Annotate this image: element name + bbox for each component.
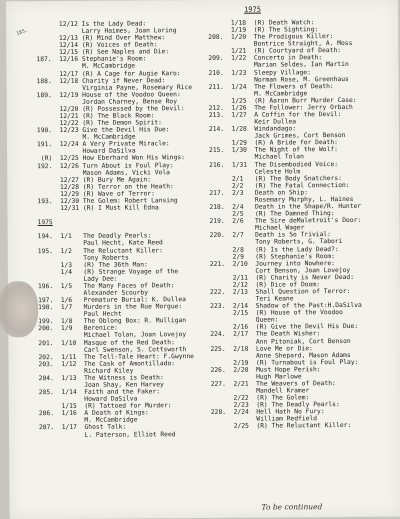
listing-line: 210. 1/23 Sleepy Village: xyxy=(208,68,311,77)
listing-line: 222. 2/13 Shall Question of Terror: xyxy=(210,287,351,296)
listing-line: 226. 2/20 Must Hope Perish: xyxy=(210,366,321,374)
listing-line: 219. 2/6 The Sire deMaletroit's Door: xyxy=(209,217,362,226)
listing-line: (R) 12/25 How Eberhard Won His Wings: xyxy=(37,154,185,163)
listing-line: 191. 12/24 A Very Private Miracle: xyxy=(36,140,170,149)
listing-line: William Redfield xyxy=(210,415,318,424)
listing-line: 2/12 (R) Dice of Doom: xyxy=(209,281,320,289)
listing-line: Alexander Scourby xyxy=(38,289,149,298)
listing-line: 12/28 (R) Terror on the Heath: xyxy=(37,182,174,191)
listing-line: 1/25 (R) Aaron Burr Murder Case: xyxy=(208,96,357,105)
typewritten-page xyxy=(6,0,400,519)
listing-line: 204. 1/13 The Witness is Death: xyxy=(38,374,164,383)
listing-line: Virginia Payne, Rosemary Rice xyxy=(36,83,193,92)
listing-line: 12/15 (R) See Naples and Die: xyxy=(36,48,170,57)
listing-line: 187. 12/16 Stephanie's Room: xyxy=(36,55,147,64)
thumb-shadow xyxy=(0,281,38,337)
listing-line: 199. 1/8 The Oblong Box: R. Mulligan xyxy=(38,317,187,326)
listing-line: 12/13 (R) Mind Over Matthew: xyxy=(36,34,166,43)
listing-line: L. Paterson, Elliot Reed xyxy=(39,430,176,439)
listing-line: Anne Shepard, Mason Adams xyxy=(210,351,351,360)
listing-line: Norman Rose, M. Greenhaus xyxy=(208,75,349,84)
listing-line: Rosemary Murphy, L. Haines xyxy=(209,195,354,204)
listing-line: M. McCambridge xyxy=(38,416,138,425)
listing-line: 198. 1/7 Murders in the Rue Morgue: xyxy=(38,303,183,312)
listing-line: 202. 1/11 The Tell-Tale Heart: F.Gwynne xyxy=(38,352,194,361)
listing-line: 2/9 (R) Stephanie's Room: xyxy=(209,252,335,261)
year-header: 1975 xyxy=(244,5,261,14)
listing-line: 196. 1/5 The Many Faces of Death: xyxy=(37,282,175,291)
listing-line: 2/23 (R) The Deadly Pearls: xyxy=(210,401,340,410)
listing-line: 193. 12/30 The Golem: Robert Lansing xyxy=(37,197,178,206)
listing-line: 197. 1/6 Premature Burial: K. Dullea xyxy=(38,296,186,305)
listing-line: Keir Dullea xyxy=(208,118,297,127)
listing-line: 214. 1/28 Windandago: xyxy=(208,125,297,134)
listing-line: Joan Shay, Ken Harvey xyxy=(38,381,164,390)
listing-line: 195. 1/2 The Reluctant Killer: xyxy=(37,246,163,255)
listing-line: 12/12 Is the Lady Dead: xyxy=(36,20,147,29)
listing-line: 1975 xyxy=(37,219,53,227)
listing-line: 203. 1/12 The Cask of Amontillado: xyxy=(38,359,176,368)
listing-line: 206. 1/16 A Death of Kings: xyxy=(38,409,149,418)
listing-line: M. McCambridge xyxy=(208,90,308,98)
listing-line: 1/15 (R) Tattoed for Murder: xyxy=(38,402,172,411)
listing-line: Howard DaSilva xyxy=(37,147,136,156)
listing-line: 221. 2/10 Journey into Nowhere: xyxy=(209,259,335,268)
listing-line: M. McCambridge xyxy=(36,133,136,142)
listing-line: 2/19 (R) Turnabout is Foul Play: xyxy=(210,358,359,367)
listing-line: 2/2 (R) The Fatal Connection: xyxy=(209,181,350,190)
listing-line: Tony Roberts, G. Tabori xyxy=(209,238,343,247)
listing-line: 1/21 (R) Courtyard of Death: xyxy=(208,47,342,56)
listing-line: Paul Hecht, Kate Reed xyxy=(37,239,163,248)
listing-line: 2/15 (R) House of the Voodoo xyxy=(210,309,343,318)
listing-line: 2/22 (R) The Golem: xyxy=(210,394,310,403)
listing-line: 200. 1/9 Berenice: xyxy=(38,324,118,333)
listing-line: 190. 12/23 Give the Devil His Due: xyxy=(36,126,170,135)
listing-line: 2/1 (R) The Body Snatchers: xyxy=(209,174,342,183)
listing-line: 12/27 (R) Bury Me Again: xyxy=(37,176,152,184)
left-column xyxy=(36,20,207,439)
listing-line: 227. 2/21 The Weavers of Death: xyxy=(210,380,336,388)
listing-line: 12/29 (R) Wave of Terror: xyxy=(37,190,155,199)
listing-line: 218. 2/4 Death in the Shape/R. Hunter xyxy=(209,202,362,211)
continued-note: To be continued xyxy=(261,502,323,512)
listing-line: 212. 1/26 The Follower: Jerry Orbach xyxy=(208,103,353,112)
listing-line: M. McCambridge xyxy=(36,62,136,71)
listing-line: 12/14 (R) Voices of Death: xyxy=(36,41,158,50)
listing-line: 192. 12/26 Turn About is Foul Play: xyxy=(37,161,174,170)
listing-line: Lady Dee: xyxy=(37,275,118,283)
listing-line: 2/25 (R) The Reluctant Killer: xyxy=(210,422,352,431)
listing-line: Teri Keane xyxy=(210,295,294,303)
listing-line: 2/16 (R) Give the Devil His Due: xyxy=(210,323,359,332)
listing-line: Michael Wager xyxy=(209,224,305,233)
listing-line: Carl Swenson, S. Cottsworth xyxy=(38,345,187,354)
listing-line: 225. 2/18 Love Me or Die: xyxy=(210,344,313,353)
listing-line: 216. 1/31 The Disembodied Voice: xyxy=(209,160,339,169)
listing-line: 1/4 (R) Strange Voyage of the xyxy=(37,267,179,276)
margin-note: 185. xyxy=(15,27,29,38)
listing-line: Marian Seldes, Ian Martin xyxy=(208,61,349,70)
listing-line: 217. 2/3 Death on Ship: xyxy=(209,189,308,197)
listing-line: 188. 12/18 Charity if Never Dead: xyxy=(36,76,166,85)
listing-line: 220. 2/7 Death is So Trivial: xyxy=(209,231,331,240)
listing-line: Larry Haimes, Joan Loring xyxy=(36,27,177,36)
listing-line: 215. 1/30 The Night of the Wolf: xyxy=(209,146,338,155)
listing-line: 2/5 (R) The Damned Thing: xyxy=(209,210,335,219)
listing-line: 208. 1/20 The Prodigous Killer: xyxy=(208,33,334,42)
listing-line: Michael Tolan xyxy=(209,153,304,162)
listing-line: 12/20 (R) Possessed by the Devil: xyxy=(36,105,185,114)
listing-line: 2/11 (R) Charity is Never Dead: xyxy=(209,273,355,282)
listing-line: 194. 1/1 The Deadly Pearls: xyxy=(37,232,152,241)
listing-line: 224. 2/17 The Death Wisher: xyxy=(210,330,321,339)
listing-line: 211. 1/24 The Flowers of Death: xyxy=(208,82,334,91)
listing-line: 228. 2/24 Hell Hath No Fury: xyxy=(210,408,325,417)
listing-line: Howard DaSilva xyxy=(38,395,138,404)
listing-line: Richard Kiley xyxy=(38,367,134,375)
listing-line: Tony Roberts xyxy=(37,254,129,262)
listing-line: 223. 2/14 Shadow of the Past:H.DaSilva xyxy=(210,302,362,311)
listing-line: 12/31 (R) I Must Kill Edna xyxy=(37,204,159,213)
listing-line: Queen: xyxy=(210,316,279,325)
listing-line: Mason Adams, Vicki Vola xyxy=(37,168,170,177)
listing-line: 12/21 (R) The Black Room: xyxy=(36,112,155,121)
listing-line: Cort Benson, Joan Lovejoy xyxy=(209,266,351,275)
listing-line: 12/17 (R) A Cage for Augie Karo: xyxy=(36,69,181,78)
listing-line: 1/18 (R) Death Watch: xyxy=(208,19,315,27)
listing-line: Paul Hecht xyxy=(38,310,122,319)
listing-line: Bontrice Straight, A. Moss xyxy=(208,40,353,49)
listing-line: 1/29 (R) A Bride for Death: xyxy=(208,139,338,148)
listing-line: 189. 12/19 House of the Voodoo Queen: xyxy=(36,90,181,99)
listing-line: 207. 1/17 Ghost Talk: xyxy=(38,423,127,432)
listing-line: 2/8 (R) Is the Lady Dead?: xyxy=(209,245,339,254)
listing-line: 201. 1/10 Masque of the Red Death: xyxy=(38,338,175,347)
listing-line: Jordan Charney, Bense Roy xyxy=(36,98,178,107)
right-column xyxy=(208,19,397,431)
listing-line: Jack Grimes, Cort Benson xyxy=(208,132,346,141)
listing-line: Celeste Holm xyxy=(209,167,301,176)
listing-line: 1/3 (R) The 36th Man: xyxy=(37,261,148,269)
listing-line: 213. 1/27 A Coffin for the Devil: xyxy=(208,111,342,119)
listing-line: 1/19 (R) The Sighting: xyxy=(208,26,319,35)
listing-line: Mandell Kramer xyxy=(210,387,310,396)
listing-line: Michael Tolan, Joan Lovejoy xyxy=(38,331,187,340)
listing-line: Ann Pitoniak, Cort Benson xyxy=(210,337,351,346)
listing-line: 205. 1/14 Faith and the Faker: xyxy=(38,388,161,397)
listing-line: 12/22 (R) The Demon Spirit: xyxy=(36,119,162,128)
listing-line: 209. 1/22 Concerto in Death: xyxy=(208,54,323,63)
listing-line: Hugh Marlowe xyxy=(210,373,302,381)
